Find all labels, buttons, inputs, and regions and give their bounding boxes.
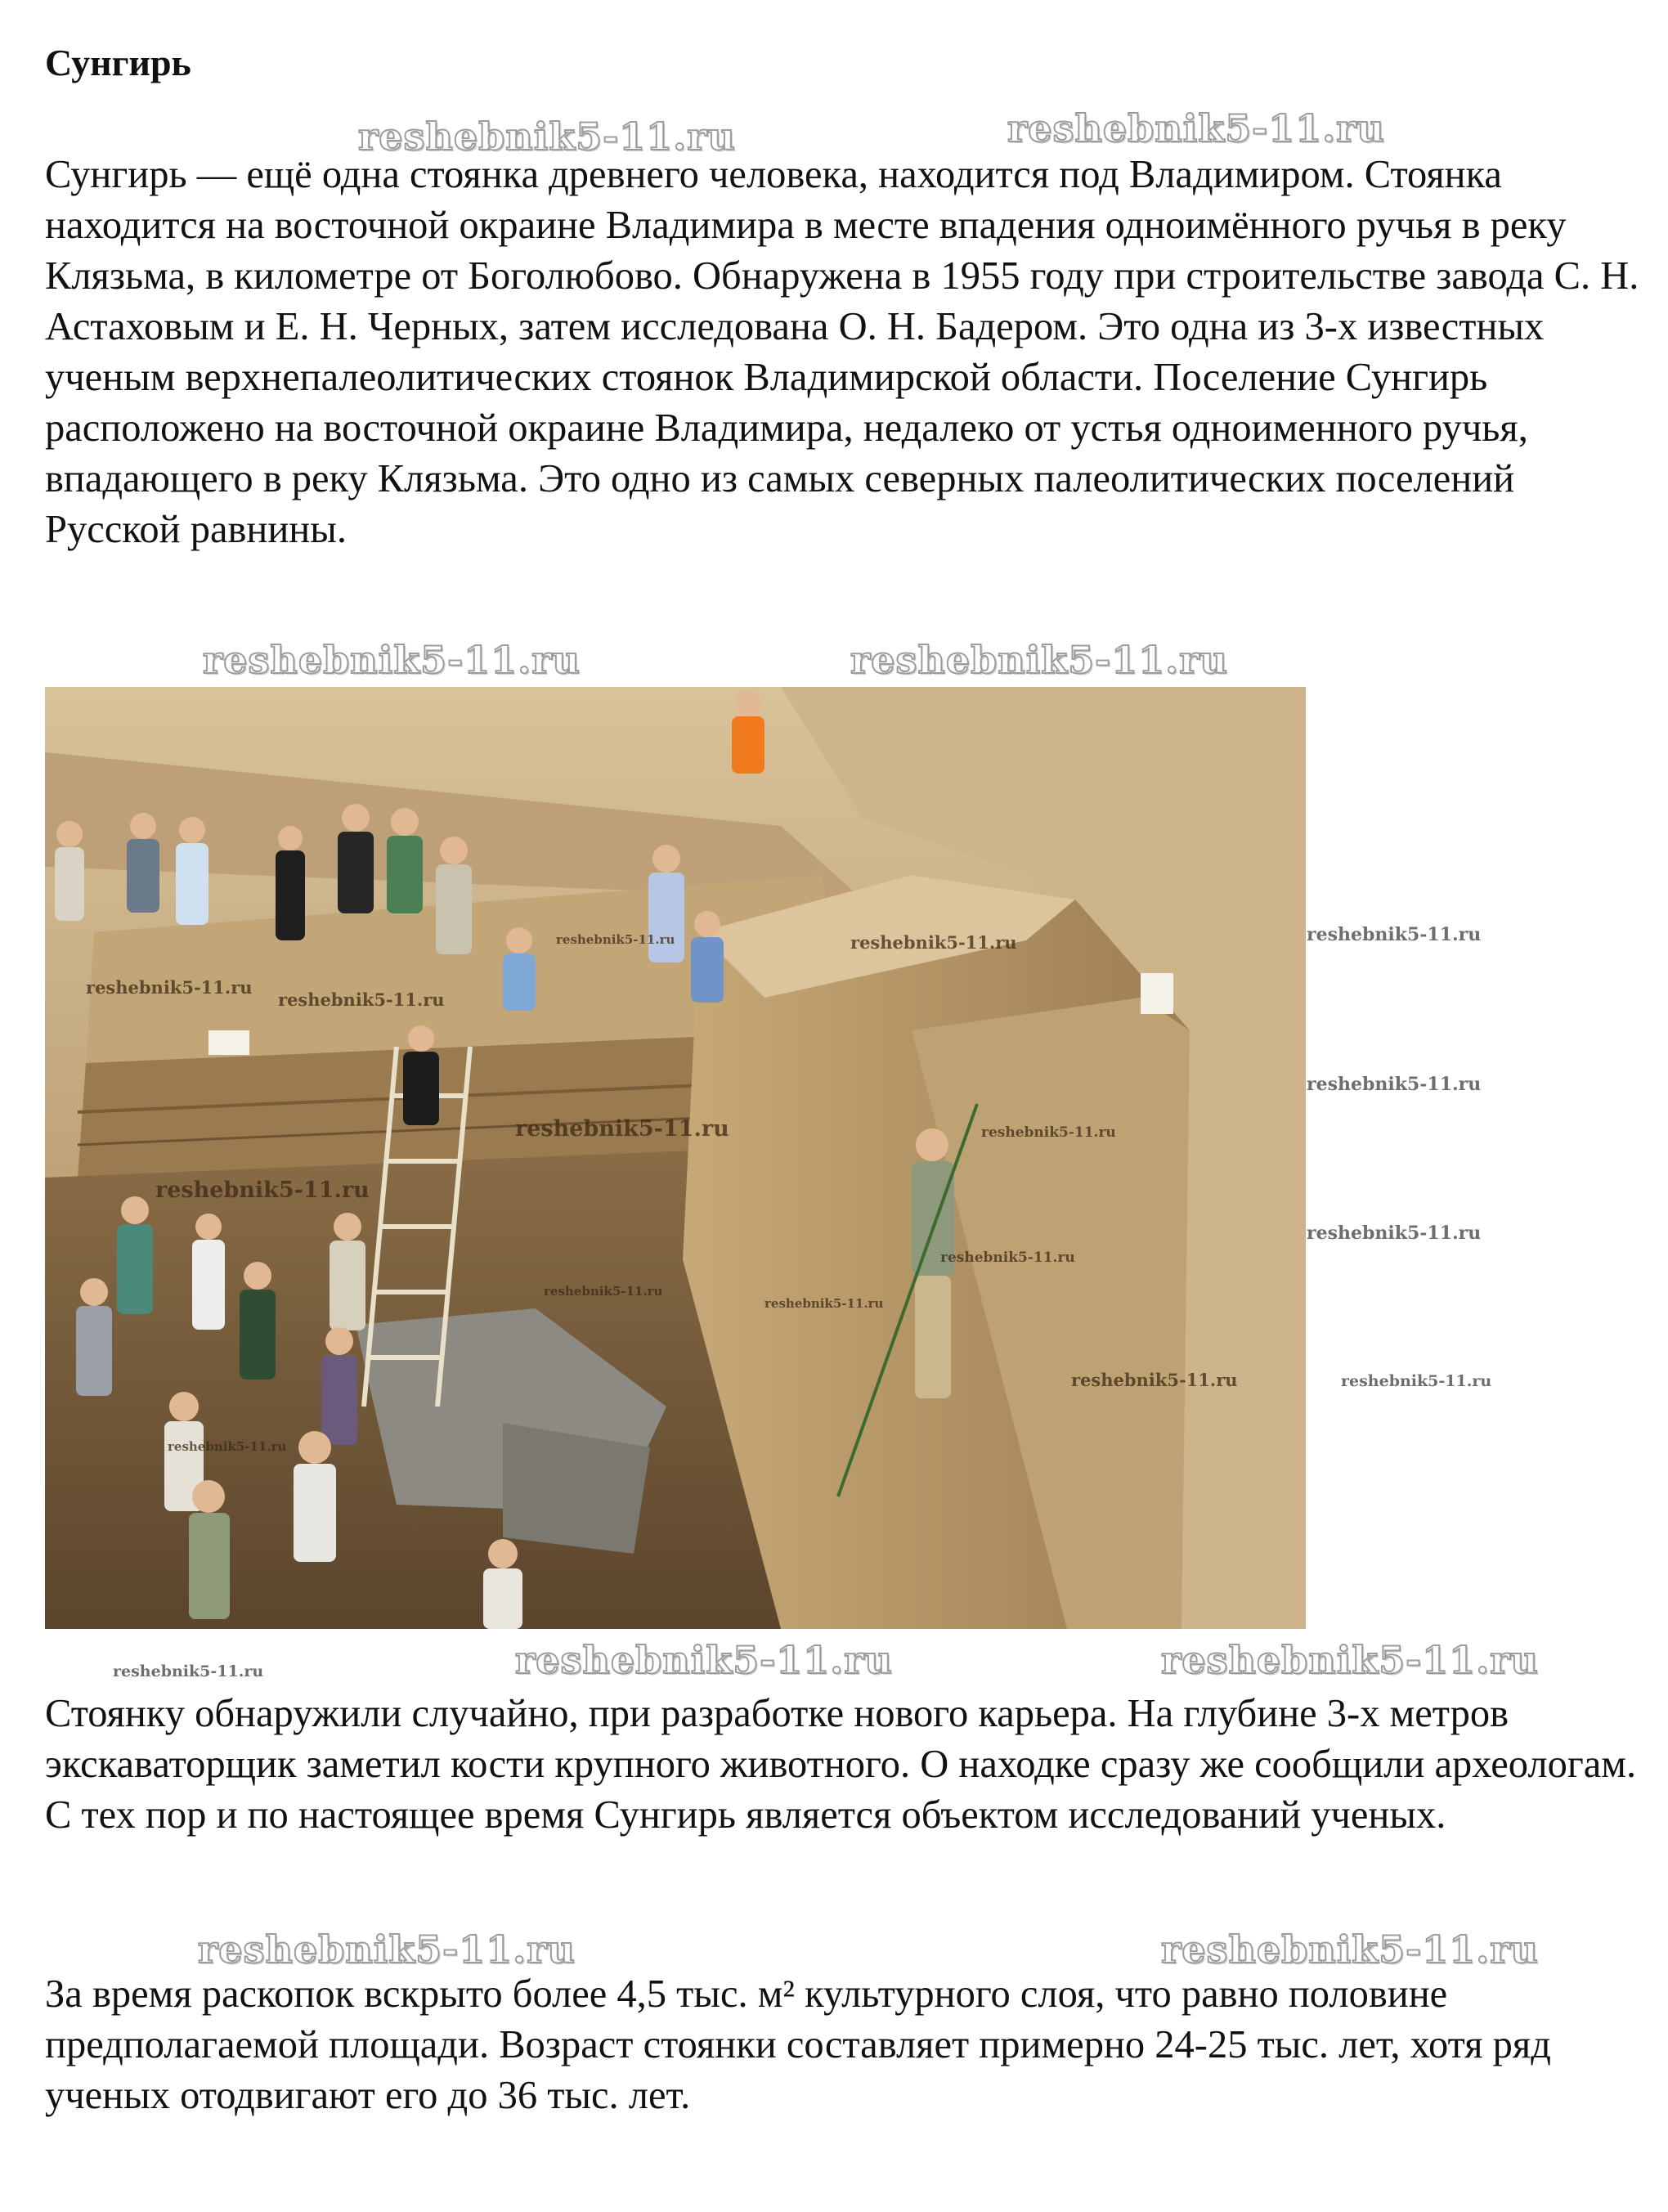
watermark-text: reshebnik5-11.ru <box>1161 1927 1539 1972</box>
paragraph-excavation: За время раскопок вскрыто более 4,5 тыс. м² культурного слоя, что равно половине предполагаемой площади. Возраст стоянки составляет примерно 24-25 тыс. лет, хотя ряд ученых отодвигают его до 36 тыс. лет. <box>45 1972 1551 2117</box>
excavation-illustration <box>45 687 1306 1629</box>
photo-watermark: reshebnik5-11.ru <box>940 1250 1075 1266</box>
paragraph-intro: Сунгирь — ещё одна стоянка древнего человека, находится под Владимиром. Стоянка находится на восточной окраине Владимира в месте впадения одноимённого ручья в реку Клязьма, в километре от Боголюбово. Обнаружена в 1955 году при строительстве завода С. Н. Астаховым и Е. Н. Черных, затем исследована О. Н. Бадером. Это одна из 3-х известных ученым верхнепалеолитических стоянок Владимирской области. Поселение Сунгирь расположено на восточной окраине Владимира, недалеко от устья одноименного ручья, впадающего в реку Клязьма. Это одно из самых северных палеолитических поселений Русской равнины. <box>45 153 1639 551</box>
photo-watermark: reshebnik5-11.ru <box>168 1439 287 1454</box>
page-title: Сунгирь <box>45 42 191 83</box>
watermark-text: reshebnik5-11.ru <box>1307 1223 1482 1244</box>
watermark-text: reshebnik5-11.ru <box>198 1927 576 1972</box>
watermark-text: reshebnik5-11.ru <box>1161 1638 1539 1682</box>
watermark-text: reshebnik5-11.ru <box>358 114 736 159</box>
photo-watermark: reshebnik5-11.ru <box>1071 1370 1238 1390</box>
photo-watermark: reshebnik5-11.ru <box>981 1124 1116 1141</box>
photo-watermark: reshebnik5-11.ru <box>515 1116 729 1142</box>
photo-watermark: reshebnik5-11.ru <box>544 1284 663 1299</box>
watermark-text: reshebnik5-11.ru <box>203 638 581 682</box>
watermark-text: reshebnik5-11.ru <box>1307 1074 1482 1095</box>
watermark-text: reshebnik5-11.ru <box>850 638 1228 682</box>
photo-watermark: reshebnik5-11.ru <box>86 977 253 998</box>
excavation-photo <box>45 687 1306 1629</box>
photo-watermark: reshebnik5-11.ru <box>155 1178 370 1203</box>
photo-watermark: reshebnik5-11.ru <box>764 1296 884 1311</box>
photo-watermark: reshebnik5-11.ru <box>556 932 675 947</box>
watermark-text: reshebnik5-11.ru <box>113 1662 264 1680</box>
watermark-text: reshebnik5-11.ru <box>1007 106 1385 150</box>
watermark-text: reshebnik5-11.ru <box>1341 1372 1492 1390</box>
watermark-text: reshebnik5-11.ru <box>515 1638 893 1682</box>
photo-watermark: reshebnik5-11.ru <box>278 989 445 1010</box>
watermark-text: reshebnik5-11.ru <box>1307 924 1482 945</box>
paragraph-discovery: Стоянку обнаружили случайно, при разработке нового карьера. На глубине 3-х метров экскаваторщик заметил кости крупного животного. О находке сразу же сообщили археологам. С тех пор и по настоящее время Сунгирь является объектом исследований ученых. <box>45 1692 1637 1837</box>
photo-watermark: reshebnik5-11.ru <box>850 932 1017 953</box>
